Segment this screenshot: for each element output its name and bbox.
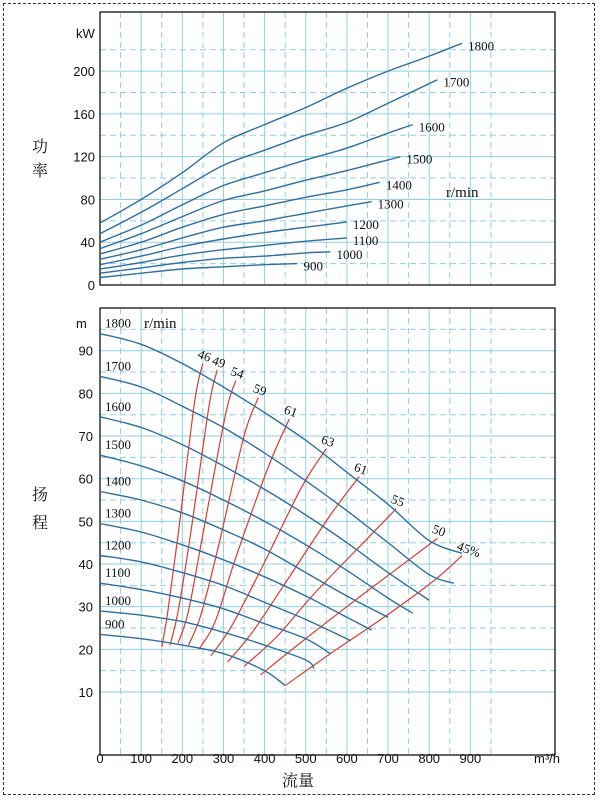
- head-curve-label: 1200: [105, 537, 131, 553]
- head-x-tick-label: 900: [459, 751, 482, 766]
- power-y-tick-label: 0: [87, 278, 95, 293]
- head-curve-label: 1700: [105, 358, 131, 374]
- power-y-tick-label: 40: [80, 235, 95, 251]
- head-x-tick-label: 500: [294, 751, 317, 766]
- efficiency-label: 61: [282, 401, 300, 421]
- head-curve-1100: [100, 583, 330, 653]
- power-y-tick-label: 160: [73, 106, 95, 122]
- power-curve-label: 1300: [377, 196, 404, 212]
- efficiency-label: 49: [210, 352, 228, 372]
- head-y-tick-label: 80: [78, 386, 93, 402]
- efficiency-label: 59: [251, 380, 269, 399]
- efficiency-label: 46: [195, 346, 214, 365]
- head-x-tick-label: 600: [336, 751, 358, 766]
- head-x-tick-label: 400: [253, 751, 276, 766]
- efficiency-label: 63: [319, 431, 337, 451]
- power-curve-label: 1800: [468, 38, 495, 54]
- head-curve-label: 1800: [105, 315, 131, 331]
- head-y-tick-label: 70: [78, 429, 93, 445]
- power-curve-label: 1500: [406, 151, 433, 167]
- head-curve-label: 1000: [105, 592, 131, 608]
- head-curve-label: 1300: [105, 505, 131, 521]
- power-curve-label: 1600: [418, 119, 445, 135]
- head-curve-label: 1100: [105, 565, 131, 581]
- head-y-tick-label: 90: [78, 343, 93, 359]
- head-x-tick-label: 300: [212, 751, 235, 766]
- power-curve-label: 1200: [352, 216, 379, 232]
- head-axis-title-char: 扬: [31, 485, 49, 504]
- flow-axis-title: 流量: [281, 771, 315, 790]
- head-curve-label: 900: [105, 616, 125, 632]
- power-curve-label: 1000: [336, 246, 363, 262]
- head-y-tick-label: 60: [78, 471, 93, 487]
- power-curve-label: 1700: [443, 74, 470, 90]
- head-curve-label: 1400: [105, 473, 131, 489]
- head-speed-unit: r/min: [144, 316, 177, 332]
- head-curve-1000: [100, 611, 314, 669]
- head-grid: [100, 308, 555, 755]
- efficiency-label: 45%: [455, 538, 483, 561]
- power-axis-title-char: 功: [31, 137, 49, 156]
- power-curve-1000: [100, 252, 330, 273]
- head-x-tick-label: 700: [377, 751, 399, 766]
- power-curve-1800: [100, 43, 462, 223]
- efficiency-label: 50: [430, 521, 448, 540]
- power-y-tick-label: 80: [80, 192, 95, 208]
- power-curve-label: 1400: [385, 177, 412, 193]
- head-curve-1700: [100, 376, 454, 583]
- power-y-unit: kW: [76, 26, 95, 41]
- power-curve-900: [100, 264, 298, 278]
- head-y-tick-label: 50: [78, 514, 93, 530]
- power-speed-unit: r/min: [446, 185, 479, 201]
- head-x-tick-label: 800: [418, 751, 441, 766]
- head-curve-label: 1500: [105, 437, 131, 453]
- power-axis-title-char: 率: [31, 161, 49, 180]
- power-curve-1400: [100, 182, 380, 254]
- efficiency-label: 61: [352, 459, 370, 478]
- power-curve-label: 900: [303, 258, 324, 274]
- power-curve-label: 1100: [352, 232, 379, 248]
- head-axis-title-char: 程: [31, 513, 49, 532]
- head-y-tick-label: 10: [78, 685, 93, 700]
- head-x-tick-label: 100: [130, 751, 153, 766]
- efficiency-label: 55: [389, 491, 407, 510]
- head-y-tick-label: 20: [78, 642, 93, 658]
- flow-x-unit: m³/h: [534, 751, 560, 766]
- efficiency-line-45%: [285, 556, 462, 686]
- head-curve-1800: [100, 334, 462, 554]
- head-x-tick-label: 0: [96, 751, 104, 766]
- efficiency-label: 54: [228, 363, 247, 382]
- power-y-tick-label: 120: [73, 149, 95, 165]
- head-curve-label: 1600: [105, 398, 131, 414]
- plot-frame: [100, 308, 555, 755]
- head-x-tick-label: 200: [171, 751, 194, 766]
- head-y-unit: m: [76, 316, 87, 331]
- power-y-tick-label: 200: [73, 64, 95, 80]
- head-y-tick-label: 30: [78, 599, 93, 615]
- head-y-tick-label: 40: [78, 557, 93, 573]
